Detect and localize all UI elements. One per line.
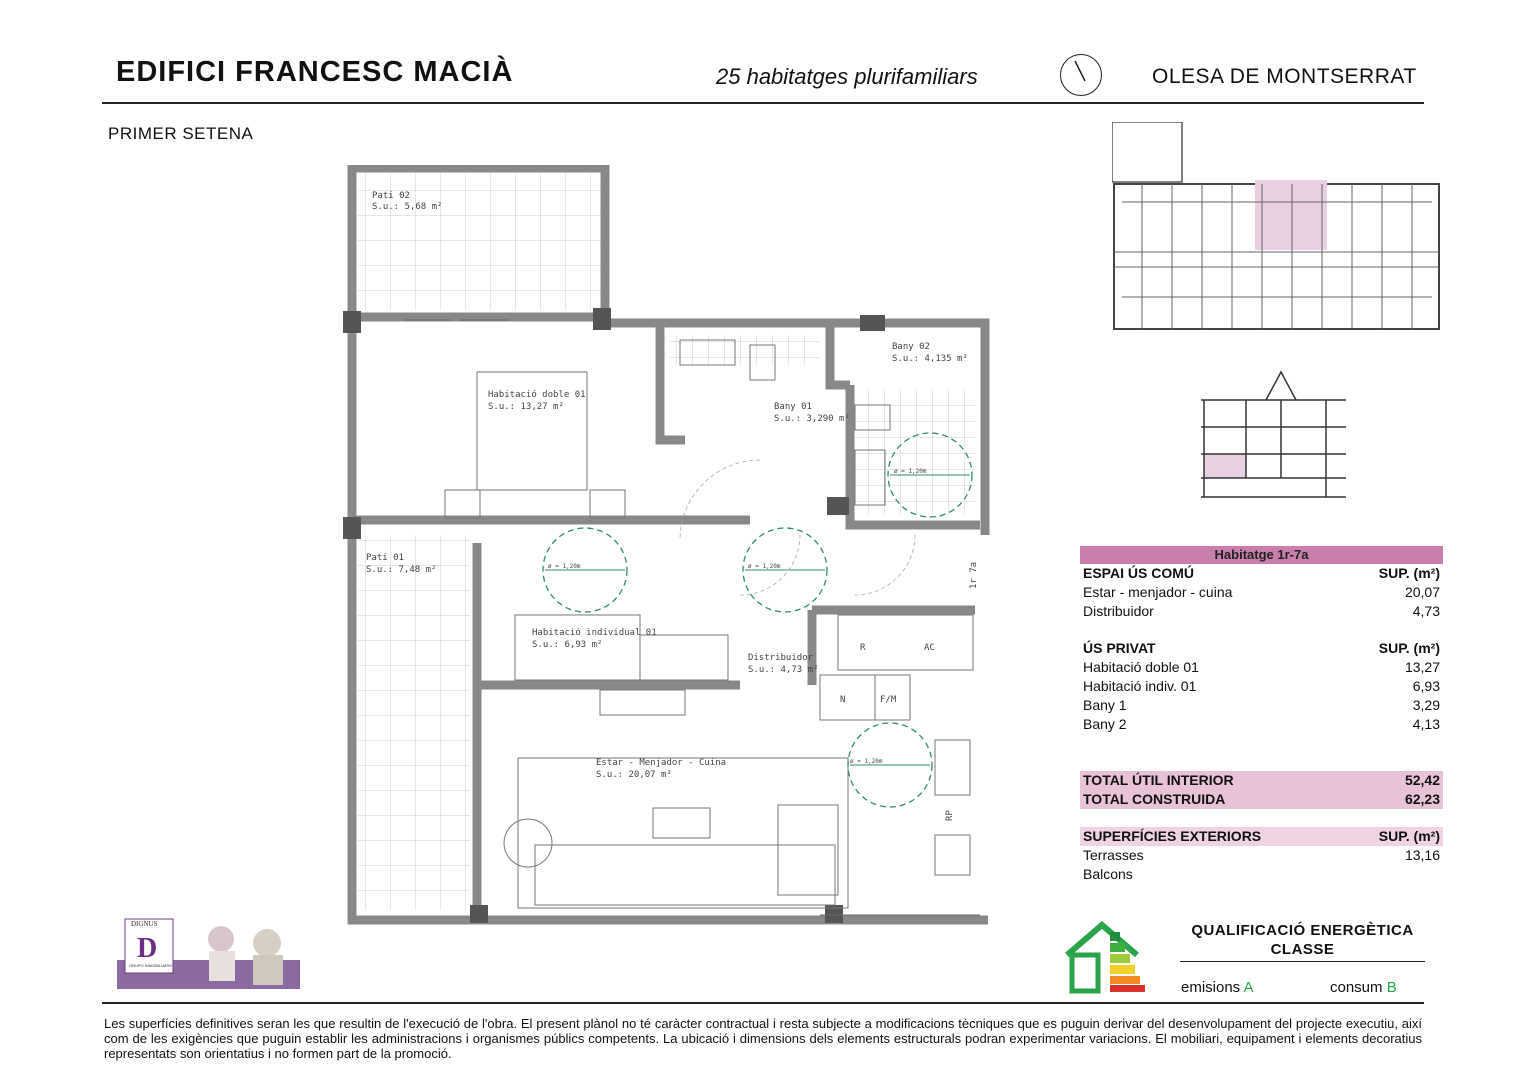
turn-circle-label: ø = 1,20m [748, 563, 781, 570]
table-row: Distribuidor 4,73 [1083, 603, 1440, 619]
room-name-pati-01: Pati 01 [366, 553, 404, 563]
room-area-distribuidor: S.u.: 4,73 m² [748, 665, 819, 675]
consumption-rating: consum B [1330, 979, 1397, 996]
fixture-r: R [860, 643, 866, 653]
building-title: EDIFICI FRANCESC MACIÀ [116, 56, 514, 88]
room-area-habitacio-individual: S.u.: 6,93 m² [532, 640, 603, 650]
turn-circle-label: ø = 1,20m [548, 563, 581, 570]
room-name-habitacio-doble: Habitació doble 01 [488, 390, 586, 400]
unit-header: Habitatge 1r-7a [1080, 546, 1443, 564]
fixture-n: N [840, 695, 846, 705]
floor-plan [340, 165, 1000, 930]
table-row: Estar - menjador - cuina 20,07 [1083, 584, 1440, 600]
svg-text:DIGNUS: DIGNUS [131, 920, 158, 928]
turn-circle-label: ø = 1,20m [894, 468, 927, 475]
svg-text:GRUPO INMOBILIARIO: GRUPO INMOBILIARIO [129, 963, 173, 968]
developer-logo [117, 905, 300, 989]
exterior-title: SUPERFÍCIES EXTERIORS [1083, 828, 1262, 844]
room-area-bany-01: S.u.: 3,290 m² [774, 414, 850, 424]
svg-text:D: D [137, 933, 158, 964]
unit-tag: 1r 7a [969, 561, 979, 589]
room-area-pati-02: S.u.: 5,68 m² [372, 202, 443, 212]
footer-divider [102, 1002, 1424, 1004]
total-row: TOTAL CONSTRUIDA 62,23 [1080, 790, 1443, 809]
room-name-distribuidor: Distribuidor [748, 653, 814, 663]
project-subtitle: 25 habitatges plurifamiliars [716, 64, 978, 89]
room-area-pati-01: S.u.: 7,48 m² [366, 565, 437, 575]
room-name-estar: Estar - Menjador - Cuina [596, 758, 727, 768]
private-unit: SUP. (m²) [1378, 640, 1440, 656]
fixture-ac: AC [924, 643, 935, 653]
common-title: ESPAI ÚS COMÚ [1083, 565, 1194, 581]
energy-divider [1180, 961, 1425, 962]
exterior-unit: SUP. (m²) [1378, 828, 1440, 844]
key-plan-floor [1112, 122, 1447, 344]
table-row: Bany 2 4,13 [1083, 716, 1440, 732]
table-row: Terrasses 13,16 [1083, 847, 1440, 863]
disclaimer-text: Les superfícies definitives seran les que resultin de l'execució de l'obra. El present plànol no té caràcter contractual i resta subjecte a modificacions tècniques que es puguin derivar del desenvolupament del projecte executiu, així com de les exigències que puguin establir les administracions i organismes públics competents. La ubicació i dimensions dels elements estructurals podran experimentar variacions. El mobiliari, equipament i elements decoratius representats son orientatius i no formen part de la promoció. [104, 1016, 1422, 1061]
room-area-estar: S.u.: 20,07 m² [596, 770, 672, 780]
room-name-bany-02: Bany 02 [892, 342, 930, 352]
header-divider [102, 102, 1424, 104]
table-row: Balcons [1083, 866, 1133, 882]
energy-title: QUALIFICACIÓ ENERGÈTICA CLASSE [1191, 922, 1414, 958]
surfaces-table [1080, 546, 1443, 884]
fixture-fm: F/M [880, 695, 897, 705]
energy-house-icon [1062, 920, 1157, 995]
room-area-habitacio-doble: S.u.: 13,27 m² [488, 402, 564, 412]
north-arrow-icon [1060, 54, 1102, 96]
turn-circle-label: ø = 1,20m [850, 758, 883, 765]
room-name-habitacio-individual: Habitació individual 01 [532, 628, 657, 638]
floor-label: PRIMER SETENA [108, 124, 254, 143]
table-row: Bany 1 3,29 [1083, 697, 1440, 713]
key-plan-section [1186, 362, 1361, 522]
emissions-rating: emisions A [1181, 979, 1254, 996]
common-unit: SUP. (m²) [1378, 565, 1440, 581]
room-name-pati-02: Pati 02 [372, 191, 410, 201]
table-row: Habitació doble 01 13,27 [1083, 659, 1440, 675]
room-area-bany-02: S.u.: 4,135 m² [892, 354, 968, 364]
room-name-bany-01: Bany 01 [774, 402, 812, 412]
total-row: TOTAL ÚTIL INTERIOR 52,42 [1080, 771, 1443, 790]
private-title: ÚS PRIVAT [1083, 640, 1156, 656]
city-label: OLESA DE MONTSERRAT [1152, 65, 1417, 88]
table-row: Habitació indiv. 01 6,93 [1083, 678, 1440, 694]
fixture-rp: RP [945, 810, 955, 821]
